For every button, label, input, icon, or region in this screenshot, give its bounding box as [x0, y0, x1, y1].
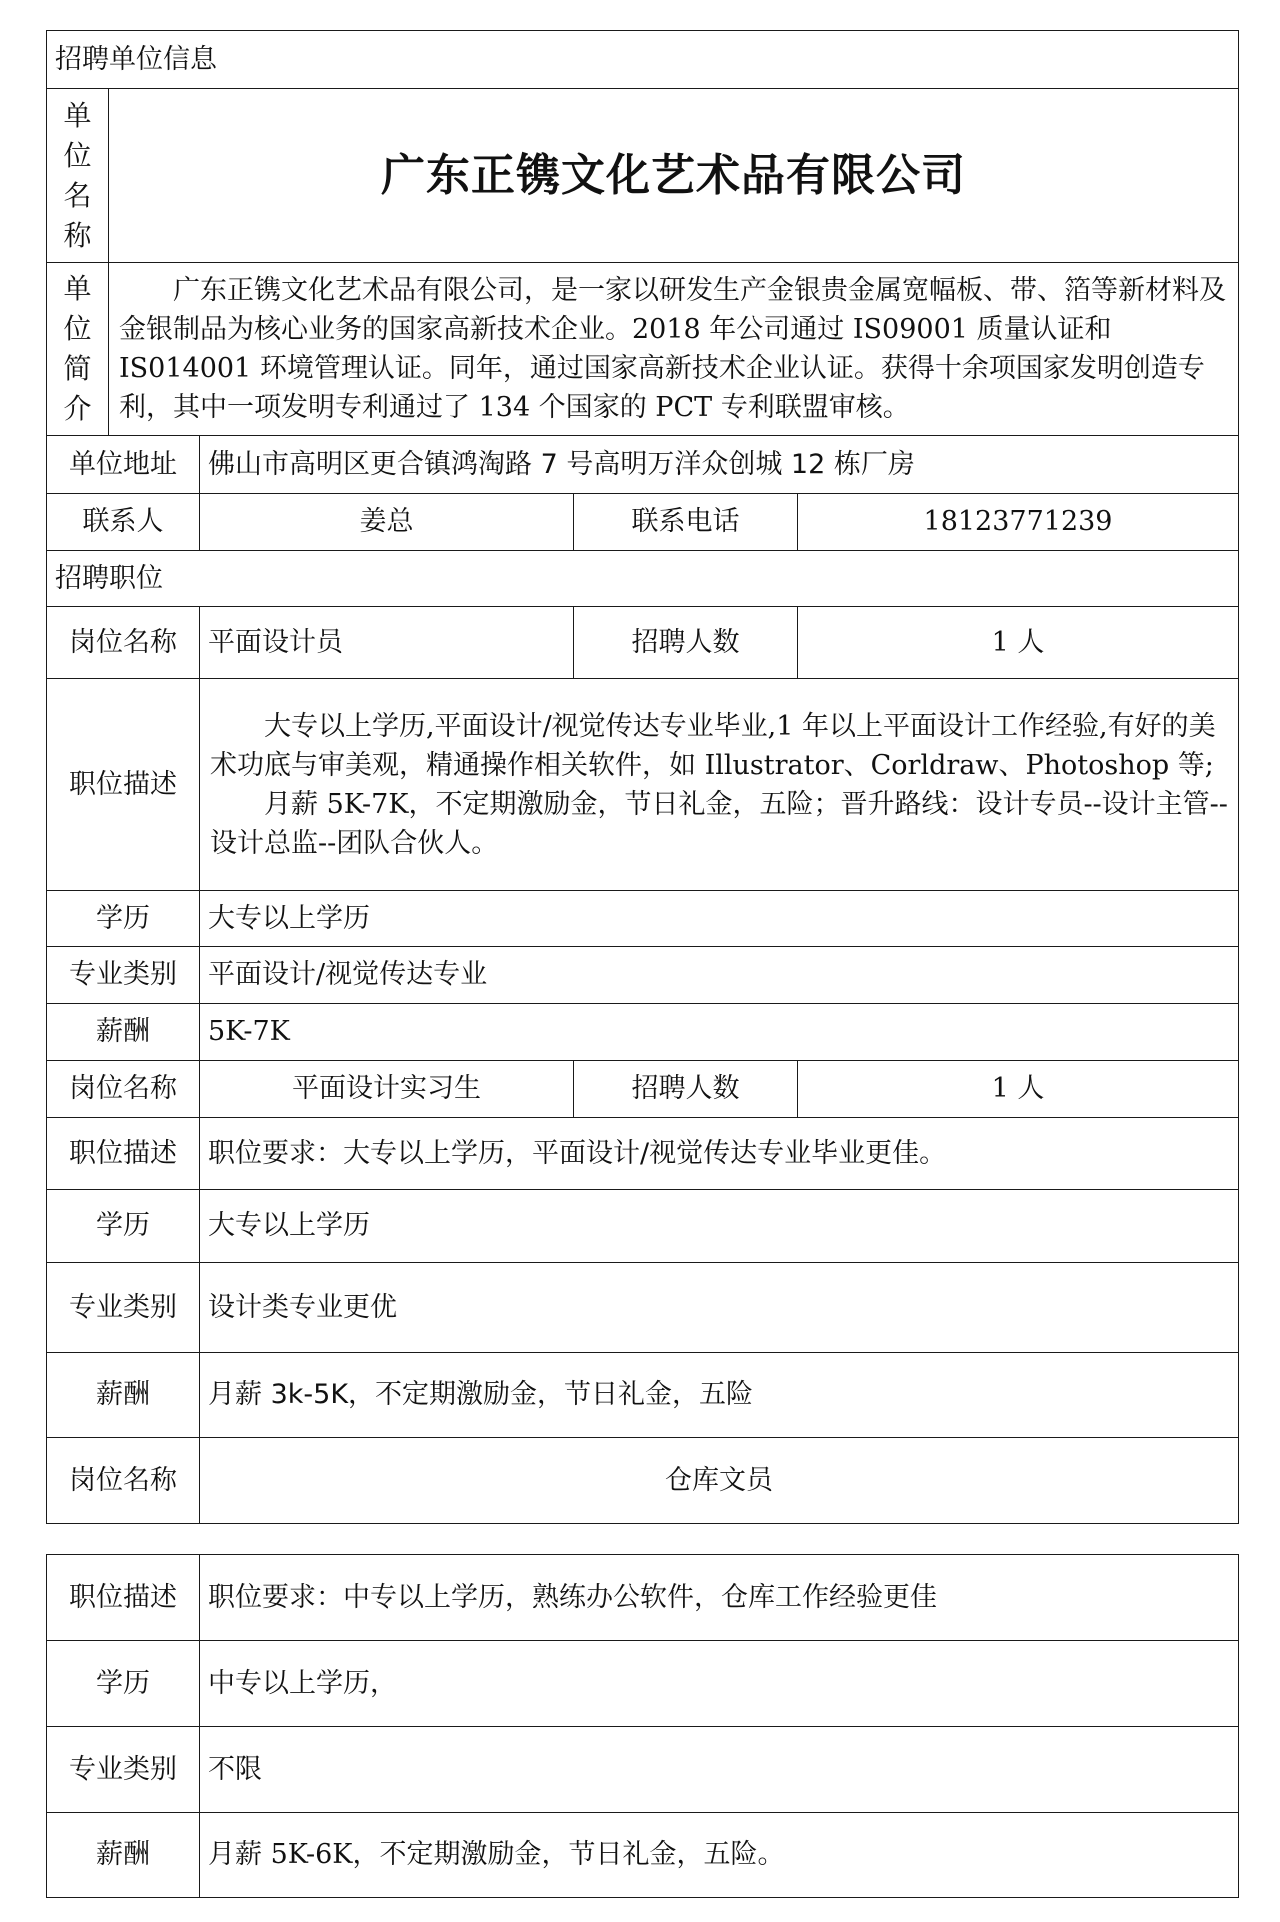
- p2-salary-label: 薪酬: [47, 1353, 200, 1438]
- p2-salary-row: [47, 1353, 1239, 1438]
- contact-label: 联系人: [47, 494, 200, 551]
- p1-salary-value: 5K-7K: [200, 1004, 1239, 1061]
- p1-major-row: [47, 947, 1239, 1004]
- p3-edu-value: 中专以上学历，: [200, 1641, 1239, 1727]
- company-name: 广东正镌文化艺术品有限公司: [109, 89, 1239, 263]
- p1-edu-row: [47, 891, 1239, 947]
- positions-section-title: 招聘职位: [47, 551, 1239, 607]
- p3-desc-row: [47, 1555, 1239, 1641]
- unit-name-label: 单 位 名 称: [47, 89, 109, 263]
- unit-intro-row: [47, 263, 1239, 436]
- p2-edu-row: [47, 1190, 1239, 1263]
- p1-desc-paragraph-2: 月薪 5K-7K，不定期激励金，节日礼金，五险；晋升路线：设计专员--设计主管--设计总监--团队合伙人。: [210, 788, 1228, 859]
- p3-major-row: [47, 1727, 1239, 1813]
- company-intro: 广东正镌文化艺术品有限公司，是一家以研发生产金银贵金属宽幅板、带、箔等新材料及金银制品为核心业务的国家高新技术企业。2018 年公司通过 IS09001 质量认证和 IS014001 环境管理认证。同年，通过国家高新技术企业认证。获得十余项国家发明创造专利，其中一项发明专利通过了 134 个国家的 PCT 专利联盟审核。: [109, 263, 1239, 436]
- p2-major-row: [47, 1263, 1239, 1353]
- p3-name-value: 仓库文员: [200, 1438, 1239, 1524]
- p1-name-label: 岗位名称: [47, 607, 200, 679]
- address-row: [47, 436, 1239, 494]
- contact-value: 姜总: [200, 494, 574, 551]
- phone-label: 联系电话: [574, 494, 798, 551]
- p3-salary-label: 薪酬: [47, 1813, 200, 1898]
- p2-edu-label: 学历: [47, 1190, 200, 1263]
- p3-edu-label: 学历: [47, 1641, 200, 1727]
- p3-desc-label: 职位描述: [47, 1555, 200, 1641]
- unit-name-row: [47, 89, 1239, 263]
- p1-major-label: 专业类别: [47, 947, 200, 1004]
- p3-salary-row: [47, 1813, 1239, 1898]
- unit-section-title: 招聘单位信息: [47, 31, 1239, 89]
- p1-desc-row: [47, 679, 1239, 891]
- p2-major-label: 专业类别: [47, 1263, 200, 1353]
- contact-row: [47, 494, 1239, 551]
- p1-count-label: 招聘人数: [574, 607, 798, 679]
- p3-name-label: 岗位名称: [47, 1438, 200, 1524]
- positions-section-row: [47, 551, 1239, 607]
- p2-desc-label: 职位描述: [47, 1118, 200, 1190]
- p2-desc-value: 职位要求：大专以上学历，平面设计/视觉传达专业毕业更佳。: [200, 1118, 1239, 1190]
- p1-name-value: 平面设计员: [200, 607, 574, 679]
- recruitment-table-continued: [46, 1554, 1239, 1898]
- recruitment-table: [46, 30, 1239, 1524]
- p3-salary-value: 月薪 5K-6K，不定期激励金，节日礼金，五险。: [200, 1813, 1239, 1898]
- unit-section-row: [47, 31, 1239, 89]
- p2-count-label: 招聘人数: [574, 1061, 798, 1118]
- p2-edu-value: 大专以上学历: [200, 1190, 1239, 1263]
- p2-major-value: 设计类专业更优: [200, 1263, 1239, 1353]
- p2-count-value: 1 人: [798, 1061, 1239, 1118]
- p2-name-value: 平面设计实习生: [200, 1061, 574, 1118]
- p3-edu-row: [47, 1641, 1239, 1727]
- address-label: 单位地址: [47, 436, 200, 494]
- p1-count-value: 1 人: [798, 607, 1239, 679]
- p2-name-row: [47, 1061, 1239, 1118]
- phone-value: 18123771239: [798, 494, 1239, 551]
- p2-desc-row: [47, 1118, 1239, 1190]
- p1-salary-row: [47, 1004, 1239, 1061]
- address-value: 佛山市高明区更合镇鸿淘路 7 号高明万洋众创城 12 栋厂房: [200, 436, 1239, 494]
- p1-desc-label: 职位描述: [47, 679, 200, 891]
- p1-desc-paragraph-1: 大专以上学历,平面设计/视觉传达专业毕业,1 年以上平面设计工作经验,有好的美术功底与审美观，精通操作相关软件，如 Illustrator、Corldraw、Photoshop 等;: [210, 710, 1216, 781]
- p3-desc-value: 职位要求：中专以上学历，熟练办公软件，仓库工作经验更佳: [200, 1555, 1239, 1641]
- p2-name-label: 岗位名称: [47, 1061, 200, 1118]
- p1-major-value: 平面设计/视觉传达专业: [200, 947, 1239, 1004]
- p1-salary-label: 薪酬: [47, 1004, 200, 1061]
- unit-intro-label: 单 位 简 介: [47, 263, 109, 436]
- p1-name-row: [47, 607, 1239, 679]
- p3-major-value: 不限: [200, 1727, 1239, 1813]
- p2-salary-value: 月薪 3k-5K，不定期激励金，节日礼金，五险: [200, 1353, 1239, 1438]
- p1-edu-label: 学历: [47, 891, 200, 947]
- p1-edu-value: 大专以上学历: [200, 891, 1239, 947]
- p3-major-label: 专业类别: [47, 1727, 200, 1813]
- p1-desc-value: [200, 679, 1239, 891]
- p3-name-row: [47, 1438, 1239, 1524]
